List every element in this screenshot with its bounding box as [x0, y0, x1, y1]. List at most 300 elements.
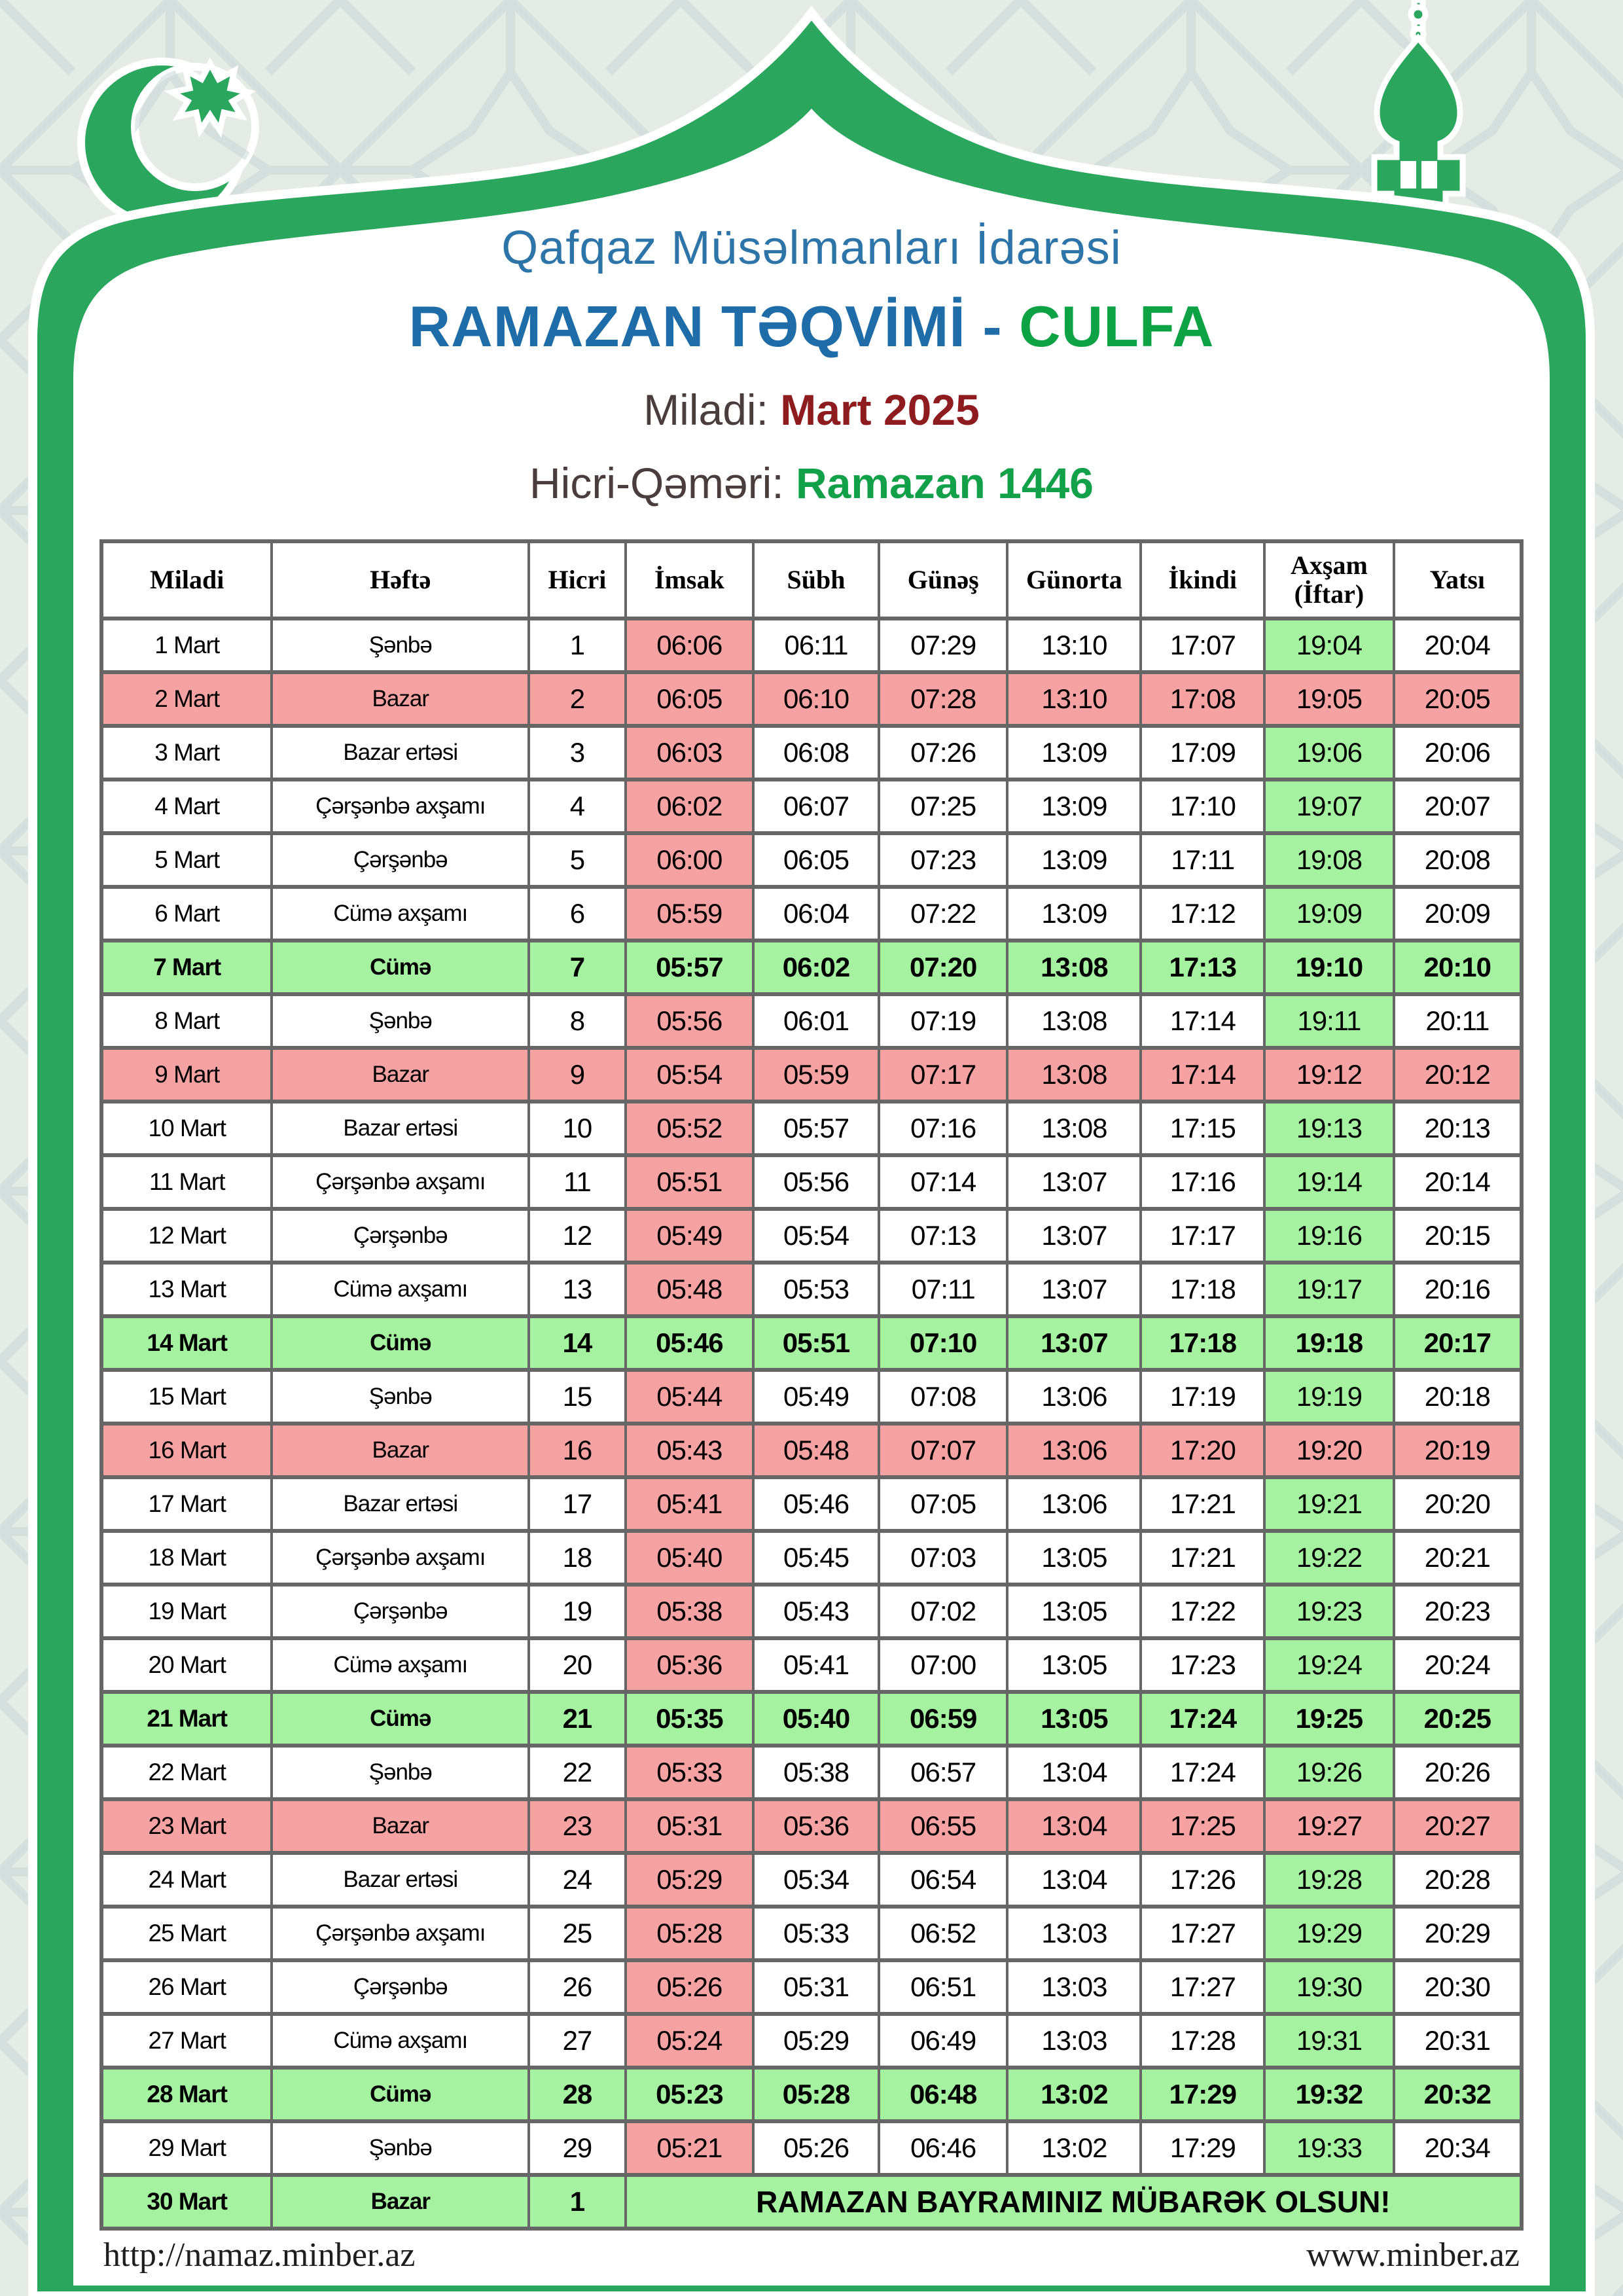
table-row [101, 1638, 1522, 1692]
cell-aksham-iftar: 19:04 [1264, 619, 1393, 672]
col-header-aksham-iftar: Axşam (İftar) [1264, 541, 1393, 619]
cell-hicri: 20 [529, 1638, 626, 1692]
cell-imsak: 05:44 [626, 1370, 753, 1424]
cell-gunes: 07:19 [879, 994, 1007, 1048]
cell-subh: 05:46 [753, 1477, 879, 1531]
cell-miladi: 24 Mart [101, 1853, 272, 1907]
cell-gunes: 06:51 [879, 1960, 1007, 2014]
cell-yatsi: 20:04 [1394, 619, 1522, 672]
cell-hicri: 1 [529, 2175, 626, 2229]
table-body [101, 619, 1522, 2229]
cell-miladi: 23 Mart [101, 1799, 272, 1853]
page-title-city: CULFA [1019, 294, 1215, 359]
cell-yatsi: 20:31 [1394, 2014, 1522, 2068]
cell-hefte: Bazar [272, 672, 529, 726]
cell-gunorta: 13:02 [1007, 2068, 1141, 2121]
table-row [101, 1746, 1522, 1799]
table-row [101, 994, 1522, 1048]
cell-ikindi: 17:21 [1141, 1477, 1264, 1531]
cell-hefte: Cümə [272, 2068, 529, 2121]
cell-hicri: 12 [529, 1209, 626, 1263]
cell-imsak: 05:26 [626, 1960, 753, 2014]
cell-aksham-iftar: 19:06 [1264, 726, 1393, 780]
cell-imsak: 05:31 [626, 1799, 753, 1853]
cell-subh: 05:41 [753, 1638, 879, 1692]
cell-miladi: 9 Mart [101, 1048, 272, 1102]
cell-subh: 05:48 [753, 1424, 879, 1477]
cell-aksham-iftar: 19:27 [1264, 1799, 1393, 1853]
cell-gunes: 07:10 [879, 1316, 1007, 1370]
cell-miladi: 28 Mart [101, 2068, 272, 2121]
cell-aksham-iftar: 19:22 [1264, 1531, 1393, 1585]
cell-ikindi: 17:14 [1141, 1048, 1264, 1102]
cell-miladi: 14 Mart [101, 1316, 272, 1370]
cell-imsak: 05:36 [626, 1638, 753, 1692]
cell-miladi: 16 Mart [101, 1424, 272, 1477]
cell-ikindi: 17:27 [1141, 1960, 1264, 2014]
col-header-gunorta: Günorta [1007, 541, 1141, 619]
cell-gunes: 07:23 [879, 833, 1007, 887]
cell-yatsi: 20:12 [1394, 1048, 1522, 1102]
cell-aksham-iftar: 19:09 [1264, 887, 1393, 941]
cell-gunorta: 13:06 [1007, 1424, 1141, 1477]
cell-subh: 05:57 [753, 1102, 879, 1155]
cell-aksham-iftar: 19:11 [1264, 994, 1393, 1048]
cell-gunorta: 13:07 [1007, 1155, 1141, 1209]
cell-hefte: Cümə [272, 941, 529, 994]
cell-hefte: Bazar ertəsi [272, 1102, 529, 1155]
cell-imsak: 05:21 [626, 2121, 753, 2175]
cell-ikindi: 17:24 [1141, 1746, 1264, 1799]
cell-imsak: 05:33 [626, 1746, 753, 1799]
cell-gunes: 07:08 [879, 1370, 1007, 1424]
cell-subh: 05:40 [753, 1692, 879, 1746]
cell-gunes: 07:29 [879, 619, 1007, 672]
cell-ikindi: 17:21 [1141, 1531, 1264, 1585]
cell-gunes: 07:28 [879, 672, 1007, 726]
cell-hicri: 29 [529, 2121, 626, 2175]
table-row [101, 1853, 1522, 1907]
cell-hefte: Şənbə [272, 1746, 529, 1799]
cell-imsak: 05:41 [626, 1477, 753, 1531]
cell-imsak: 05:49 [626, 1209, 753, 1263]
cell-yatsi: 20:20 [1394, 1477, 1522, 1531]
cell-aksham-iftar: 19:19 [1264, 1370, 1393, 1424]
cell-gunorta: 13:05 [1007, 1585, 1141, 1638]
cell-hefte: Cümə [272, 1316, 529, 1370]
cell-ikindi: 17:22 [1141, 1585, 1264, 1638]
cell-subh: 06:02 [753, 941, 879, 994]
cell-hefte: Çərşənbə axşamı [272, 780, 529, 833]
cell-yatsi: 20:13 [1394, 1102, 1522, 1155]
cell-gunes: 07:16 [879, 1102, 1007, 1155]
cell-subh: 06:11 [753, 619, 879, 672]
cell-yatsi: 20:15 [1394, 1209, 1522, 1263]
cell-imsak: 05:29 [626, 1853, 753, 1907]
cell-hefte: Şənbə [272, 619, 529, 672]
cell-yatsi: 20:24 [1394, 1638, 1522, 1692]
cell-hefte: Bazar [272, 1048, 529, 1102]
cell-aksham-iftar: 19:12 [1264, 1048, 1393, 1102]
cell-gunorta: 13:04 [1007, 1746, 1141, 1799]
table-row [101, 1370, 1522, 1424]
cell-hicri: 13 [529, 1263, 626, 1316]
cell-hicri: 28 [529, 2068, 626, 2121]
cell-aksham-iftar: 19:16 [1264, 1209, 1393, 1263]
table-row [101, 1102, 1522, 1155]
cell-miladi: 15 Mart [101, 1370, 272, 1424]
cell-imsak: 06:00 [626, 833, 753, 887]
cell-hicri: 16 [529, 1424, 626, 1477]
cell-gunes: 07:25 [879, 780, 1007, 833]
table-row [101, 1209, 1522, 1263]
col-header-gunes: Günəş [879, 541, 1007, 619]
cell-hefte: Çərşənbə axşamı [272, 1531, 529, 1585]
cell-gunes: 07:00 [879, 1638, 1007, 1692]
cell-imsak: 06:05 [626, 672, 753, 726]
cell-imsak: 05:43 [626, 1424, 753, 1477]
cell-hicri: 9 [529, 1048, 626, 1102]
cell-gunes: 07:11 [879, 1263, 1007, 1316]
col-header-miladi: Miladi [101, 541, 272, 619]
cell-aksham-iftar: 19:23 [1264, 1585, 1393, 1638]
cell-hicri: 25 [529, 1907, 626, 1960]
cell-imsak: 06:02 [626, 780, 753, 833]
cell-ikindi: 17:18 [1141, 1263, 1264, 1316]
cell-subh: 06:07 [753, 780, 879, 833]
cell-ikindi: 17:25 [1141, 1799, 1264, 1853]
cell-hefte: Bazar ertəsi [272, 1477, 529, 1531]
cell-yatsi: 20:28 [1394, 1853, 1522, 1907]
cell-ikindi: 17:28 [1141, 2014, 1264, 2068]
cell-gunorta: 13:04 [1007, 1799, 1141, 1853]
cell-gunorta: 13:07 [1007, 1263, 1141, 1316]
bayram-message: RAMAZAN BAYRAMINIZ MÜBARƏK OLSUN! [626, 2175, 1522, 2229]
cell-yatsi: 20:34 [1394, 2121, 1522, 2175]
cell-hefte: Çərşənbə axşamı [272, 1155, 529, 1209]
cell-gunorta: 13:03 [1007, 1907, 1141, 1960]
cell-gunes: 06:54 [879, 1853, 1007, 1907]
cell-yatsi: 20:14 [1394, 1155, 1522, 1209]
cell-hefte: Bazar [272, 1424, 529, 1477]
cell-imsak: 06:03 [626, 726, 753, 780]
cell-hicri: 10 [529, 1102, 626, 1155]
cell-miladi: 21 Mart [101, 1692, 272, 1746]
cell-hicri: 18 [529, 1531, 626, 1585]
col-header-imsak: İmsak [626, 541, 753, 619]
cell-hicri: 26 [529, 1960, 626, 2014]
table-row [101, 1048, 1522, 1102]
cell-gunorta: 13:09 [1007, 726, 1141, 780]
cell-aksham-iftar: 19:28 [1264, 1853, 1393, 1907]
cell-gunes: 07:07 [879, 1424, 1007, 1477]
cell-gunes: 06:49 [879, 2014, 1007, 2068]
cell-gunes: 07:14 [879, 1155, 1007, 1209]
cell-hefte: Şənbə [272, 2121, 529, 2175]
footer-url-left: http://namaz.minber.az [103, 2236, 416, 2274]
cell-subh: 05:43 [753, 1585, 879, 1638]
cell-subh: 06:08 [753, 726, 879, 780]
cell-yatsi: 20:07 [1394, 780, 1522, 833]
prayer-times-table [99, 539, 1524, 2231]
table-row [101, 2068, 1522, 2121]
cell-ikindi: 17:19 [1141, 1370, 1264, 1424]
cell-miladi: 12 Mart [101, 1209, 272, 1263]
cell-aksham-iftar: 19:21 [1264, 1477, 1393, 1531]
cell-subh: 05:49 [753, 1370, 879, 1424]
cell-imsak: 05:52 [626, 1102, 753, 1155]
cell-aksham-iftar: 19:26 [1264, 1746, 1393, 1799]
cell-yatsi: 20:17 [1394, 1316, 1522, 1370]
cell-aksham-iftar: 19:10 [1264, 941, 1393, 994]
cell-hefte: Bazar [272, 2175, 529, 2229]
cell-subh: 06:05 [753, 833, 879, 887]
table-row-bayram [101, 2175, 1522, 2229]
cell-imsak: 06:06 [626, 619, 753, 672]
cell-gunes: 07:05 [879, 1477, 1007, 1531]
table-row [101, 2121, 1522, 2175]
cell-subh: 06:04 [753, 887, 879, 941]
cell-ikindi: 17:26 [1141, 1853, 1264, 1907]
cell-hefte: Çərşənbə [272, 833, 529, 887]
cell-gunorta: 13:06 [1007, 1477, 1141, 1531]
cell-subh: 05:26 [753, 2121, 879, 2175]
cell-yatsi: 20:09 [1394, 887, 1522, 941]
cell-imsak: 05:57 [626, 941, 753, 994]
table-row [101, 1585, 1522, 1638]
cell-imsak: 05:54 [626, 1048, 753, 1102]
cell-gunes: 07:22 [879, 887, 1007, 941]
cell-subh: 05:59 [753, 1048, 879, 1102]
cell-miladi: 30 Mart [101, 2175, 272, 2229]
cell-miladi: 10 Mart [101, 1102, 272, 1155]
cell-gunorta: 13:05 [1007, 1531, 1141, 1585]
cell-ikindi: 17:20 [1141, 1424, 1264, 1477]
cell-subh: 05:54 [753, 1209, 879, 1263]
cell-hefte: Cümə axşamı [272, 887, 529, 941]
cell-imsak: 05:28 [626, 1907, 753, 1960]
cell-hefte: Şənbə [272, 1370, 529, 1424]
cell-hefte: Çərşənbə axşamı [272, 1907, 529, 1960]
cell-yatsi: 20:18 [1394, 1370, 1522, 1424]
cell-imsak: 05:46 [626, 1316, 753, 1370]
cell-ikindi: 17:23 [1141, 1638, 1264, 1692]
cell-hefte: Cümə axşamı [272, 2014, 529, 2068]
cell-hicri: 15 [529, 1370, 626, 1424]
cell-aksham-iftar: 19:30 [1264, 1960, 1393, 2014]
cell-gunorta: 13:08 [1007, 1048, 1141, 1102]
cell-yatsi: 20:27 [1394, 1799, 1522, 1853]
miladi-label: Miladi: [643, 386, 768, 434]
cell-yatsi: 20:08 [1394, 833, 1522, 887]
cell-miladi: 1 Mart [101, 619, 272, 672]
cell-miladi: 13 Mart [101, 1263, 272, 1316]
cell-ikindi: 17:18 [1141, 1316, 1264, 1370]
col-header-hefte: Həftə [272, 541, 529, 619]
cell-ikindi: 17:09 [1141, 726, 1264, 780]
cell-subh: 05:56 [753, 1155, 879, 1209]
cell-subh: 05:38 [753, 1746, 879, 1799]
cell-gunes: 06:59 [879, 1692, 1007, 1746]
cell-miladi: 22 Mart [101, 1746, 272, 1799]
cell-yatsi: 20:11 [1394, 994, 1522, 1048]
cell-gunorta: 13:03 [1007, 2014, 1141, 2068]
cell-hefte: Çərşənbə [272, 1585, 529, 1638]
cell-hicri: 21 [529, 1692, 626, 1746]
cell-aksham-iftar: 19:13 [1264, 1102, 1393, 1155]
table-row [101, 1263, 1522, 1316]
cell-gunorta: 13:03 [1007, 1960, 1141, 2014]
cell-aksham-iftar: 19:29 [1264, 1907, 1393, 1960]
cell-hicri: 8 [529, 994, 626, 1048]
cell-hicri: 7 [529, 941, 626, 994]
cell-hicri: 23 [529, 1799, 626, 1853]
cell-ikindi: 17:24 [1141, 1692, 1264, 1746]
cell-miladi: 3 Mart [101, 726, 272, 780]
col-header-ikindi: İkindi [1141, 541, 1264, 619]
cell-miladi: 26 Mart [101, 1960, 272, 2014]
cell-gunorta: 13:09 [1007, 887, 1141, 941]
cell-miladi: 17 Mart [101, 1477, 272, 1531]
table-row [101, 1799, 1522, 1853]
cell-ikindi: 17:15 [1141, 1102, 1264, 1155]
cell-imsak: 05:24 [626, 2014, 753, 2068]
cell-subh: 06:01 [753, 994, 879, 1048]
cell-gunes: 06:48 [879, 2068, 1007, 2121]
cell-hefte: Bazar ertəsi [272, 1853, 529, 1907]
cell-gunes: 06:46 [879, 2121, 1007, 2175]
cell-aksham-iftar: 19:31 [1264, 2014, 1393, 2068]
cell-yatsi: 20:25 [1394, 1692, 1522, 1746]
cell-hefte: Cümə axşamı [272, 1263, 529, 1316]
cell-hefte: Çərşənbə [272, 1209, 529, 1263]
cell-ikindi: 17:16 [1141, 1155, 1264, 1209]
cell-gunes: 07:02 [879, 1585, 1007, 1638]
table-row [101, 887, 1522, 941]
cell-ikindi: 17:10 [1141, 780, 1264, 833]
cell-miladi: 11 Mart [101, 1155, 272, 1209]
cell-subh: 05:45 [753, 1531, 879, 1585]
cell-hicri: 19 [529, 1585, 626, 1638]
cell-imsak: 05:59 [626, 887, 753, 941]
cell-miladi: 5 Mart [101, 833, 272, 887]
cell-gunes: 07:20 [879, 941, 1007, 994]
cell-gunorta: 13:05 [1007, 1692, 1141, 1746]
cell-hicri: 3 [529, 726, 626, 780]
cell-yatsi: 20:26 [1394, 1746, 1522, 1799]
footer-url-right: www.minber.az [1306, 2236, 1520, 2274]
table-row [101, 1155, 1522, 1209]
cell-ikindi: 17:07 [1141, 619, 1264, 672]
col-header-hicri: Hicri [529, 541, 626, 619]
cell-hefte: Cümə axşamı [272, 1638, 529, 1692]
table-row [101, 619, 1522, 672]
table-row [101, 1477, 1522, 1531]
cell-hefte: Çərşənbə [272, 1960, 529, 2014]
table-row [101, 1960, 1522, 2014]
cell-yatsi: 20:10 [1394, 941, 1522, 994]
col-header-subh: Sübh [753, 541, 879, 619]
cell-hicri: 17 [529, 1477, 626, 1531]
table-row [101, 726, 1522, 780]
cell-imsak: 05:48 [626, 1263, 753, 1316]
cell-miladi: 8 Mart [101, 994, 272, 1048]
hicri-line [0, 458, 1623, 508]
cell-gunorta: 13:07 [1007, 1316, 1141, 1370]
cell-hicri: 14 [529, 1316, 626, 1370]
cell-imsak: 05:23 [626, 2068, 753, 2121]
cell-hicri: 2 [529, 672, 626, 726]
table-row [101, 780, 1522, 833]
cell-aksham-iftar: 19:25 [1264, 1692, 1393, 1746]
cell-gunorta: 13:08 [1007, 941, 1141, 994]
cell-subh: 05:34 [753, 1853, 879, 1907]
cell-gunorta: 13:04 [1007, 1853, 1141, 1907]
cell-subh: 05:53 [753, 1263, 879, 1316]
cell-yatsi: 20:21 [1394, 1531, 1522, 1585]
cell-gunes: 07:26 [879, 726, 1007, 780]
organization-title: Qafqaz Müsəlmanları İdarəsi [501, 222, 1122, 274]
cell-imsak: 05:56 [626, 994, 753, 1048]
page-title [0, 293, 1623, 360]
cell-ikindi: 17:27 [1141, 1907, 1264, 1960]
cell-ikindi: 17:17 [1141, 1209, 1264, 1263]
table-row [101, 1424, 1522, 1477]
page-title-main: RAMAZAN TƏQVİMİ - [408, 294, 1003, 359]
cell-hicri: 1 [529, 619, 626, 672]
cell-ikindi: 17:14 [1141, 994, 1264, 1048]
cell-subh: 05:51 [753, 1316, 879, 1370]
cell-hefte: Cümə [272, 1692, 529, 1746]
cell-gunes: 06:55 [879, 1799, 1007, 1853]
cell-hicri: 22 [529, 1746, 626, 1799]
cell-imsak: 05:40 [626, 1531, 753, 1585]
table-row [101, 2014, 1522, 2068]
cell-hicri: 5 [529, 833, 626, 887]
cell-miladi: 7 Mart [101, 941, 272, 994]
cell-hicri: 11 [529, 1155, 626, 1209]
cell-gunorta: 13:10 [1007, 619, 1141, 672]
cell-yatsi: 20:23 [1394, 1585, 1522, 1638]
cell-gunes: 07:17 [879, 1048, 1007, 1102]
cell-aksham-iftar: 19:07 [1264, 780, 1393, 833]
cell-hicri: 4 [529, 780, 626, 833]
cell-gunorta: 13:10 [1007, 672, 1141, 726]
cell-subh: 05:28 [753, 2068, 879, 2121]
cell-miladi: 20 Mart [101, 1638, 272, 1692]
cell-miladi: 29 Mart [101, 2121, 272, 2175]
cell-imsak: 05:51 [626, 1155, 753, 1209]
cell-ikindi: 17:29 [1141, 2121, 1264, 2175]
miladi-value: Mart 2025 [780, 386, 980, 434]
cell-subh: 05:29 [753, 2014, 879, 2068]
cell-yatsi: 20:32 [1394, 2068, 1522, 2121]
cell-aksham-iftar: 19:14 [1264, 1155, 1393, 1209]
cell-gunorta: 13:02 [1007, 2121, 1141, 2175]
cell-yatsi: 20:30 [1394, 1960, 1522, 2014]
cell-subh: 05:36 [753, 1799, 879, 1853]
cell-aksham-iftar: 19:24 [1264, 1638, 1393, 1692]
table-row [101, 1907, 1522, 1960]
cell-hefte: Bazar [272, 1799, 529, 1853]
cell-yatsi: 20:29 [1394, 1907, 1522, 1960]
cell-gunorta: 13:07 [1007, 1209, 1141, 1263]
hicri-label: Hicri-Qəməri: [529, 459, 784, 507]
cell-hicri: 24 [529, 1853, 626, 1907]
hicri-value: Ramazan 1446 [796, 459, 1094, 507]
cell-subh: 06:10 [753, 672, 879, 726]
cell-gunorta: 13:05 [1007, 1638, 1141, 1692]
